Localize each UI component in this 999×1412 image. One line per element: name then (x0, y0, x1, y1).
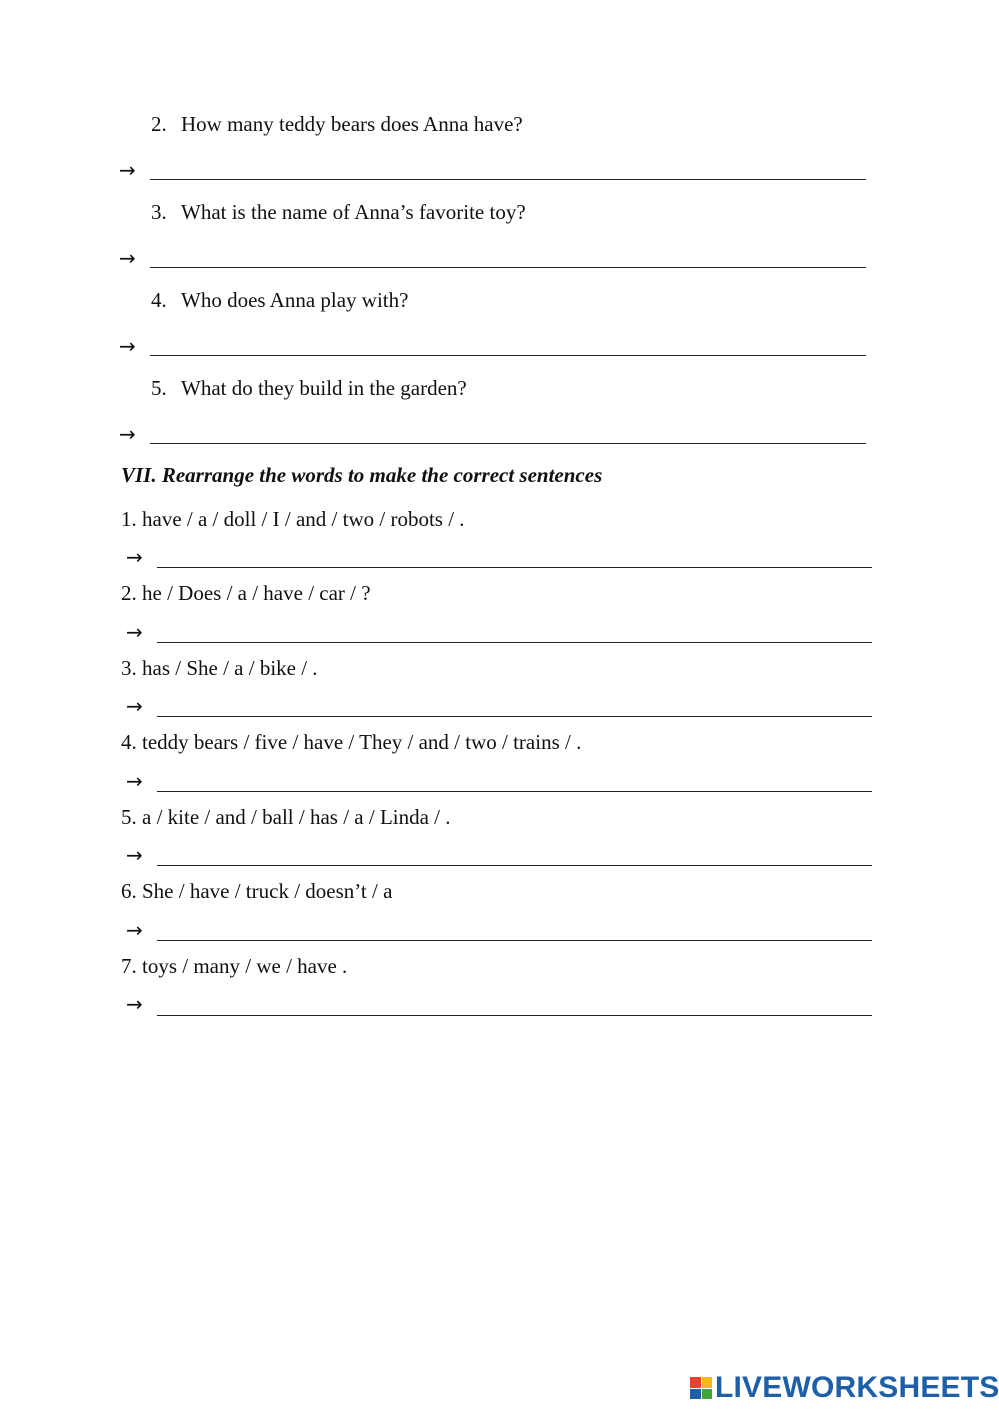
question-number: 3. (151, 200, 167, 224)
answer-line-r3[interactable] (157, 716, 872, 717)
rearrange-item-2: 2. he / Does / a / have / car / ? (121, 581, 371, 605)
answer-arrow: → (119, 158, 136, 182)
answer-line-r7[interactable] (157, 1015, 872, 1016)
question-5 (151, 376, 467, 401)
question-number: 5. (151, 376, 167, 400)
answer-arrow: → (126, 545, 143, 569)
question-2 (151, 112, 523, 137)
question-4 (151, 288, 408, 313)
rearrange-item-3: 3. has / She / a / bike / . (121, 656, 318, 680)
rearrange-item-1: 1. have / a / doll / I / and / two / robots / . (121, 507, 465, 531)
answer-arrow: → (126, 694, 143, 718)
answer-line-4[interactable] (150, 355, 866, 356)
answer-line-r4[interactable] (157, 791, 872, 792)
section-heading: VII. Rearrange the words to make the correct sentences (121, 463, 603, 487)
answer-arrow: → (126, 620, 143, 644)
answer-arrow: → (126, 769, 143, 793)
answer-line-r6[interactable] (157, 940, 872, 941)
question-3 (151, 200, 526, 225)
answer-line-r2[interactable] (157, 642, 872, 643)
rearrange-item-7: 7. toys / many / we / have . (121, 954, 348, 978)
answer-line-3[interactable] (150, 267, 866, 268)
question-text: What is the name of Anna’s favorite toy? (181, 200, 526, 224)
logo-squares-icon (690, 1377, 712, 1399)
answer-arrow: → (126, 992, 143, 1016)
answer-line-r5[interactable] (157, 865, 872, 866)
answer-arrow: → (119, 334, 136, 358)
question-text: Who does Anna play with? (181, 288, 409, 312)
answer-line-2[interactable] (150, 179, 866, 180)
question-number: 2. (151, 112, 167, 136)
question-number: 4. (151, 288, 167, 312)
answer-arrow: → (126, 843, 143, 867)
answer-arrow: → (119, 422, 136, 446)
answer-arrow: → (126, 918, 143, 942)
liveworksheets-logo (690, 1373, 999, 1403)
answer-line-r1[interactable] (157, 567, 872, 568)
answer-arrow: → (119, 246, 136, 270)
answer-line-5[interactable] (150, 443, 866, 444)
question-text: How many teddy bears does Anna have? (181, 112, 523, 136)
rearrange-item-6: 6. She / have / truck / doesn’t / a (121, 879, 393, 903)
logo-text: LIVEWORKSHEETS (715, 1371, 999, 1404)
rearrange-item-5: 5. a / kite / and / ball / has / a / Linda / . (121, 805, 451, 829)
question-text: What do they build in the garden? (181, 376, 467, 400)
rearrange-item-4: 4. teddy bears / five / have / They / and / two / trains / . (121, 730, 582, 754)
